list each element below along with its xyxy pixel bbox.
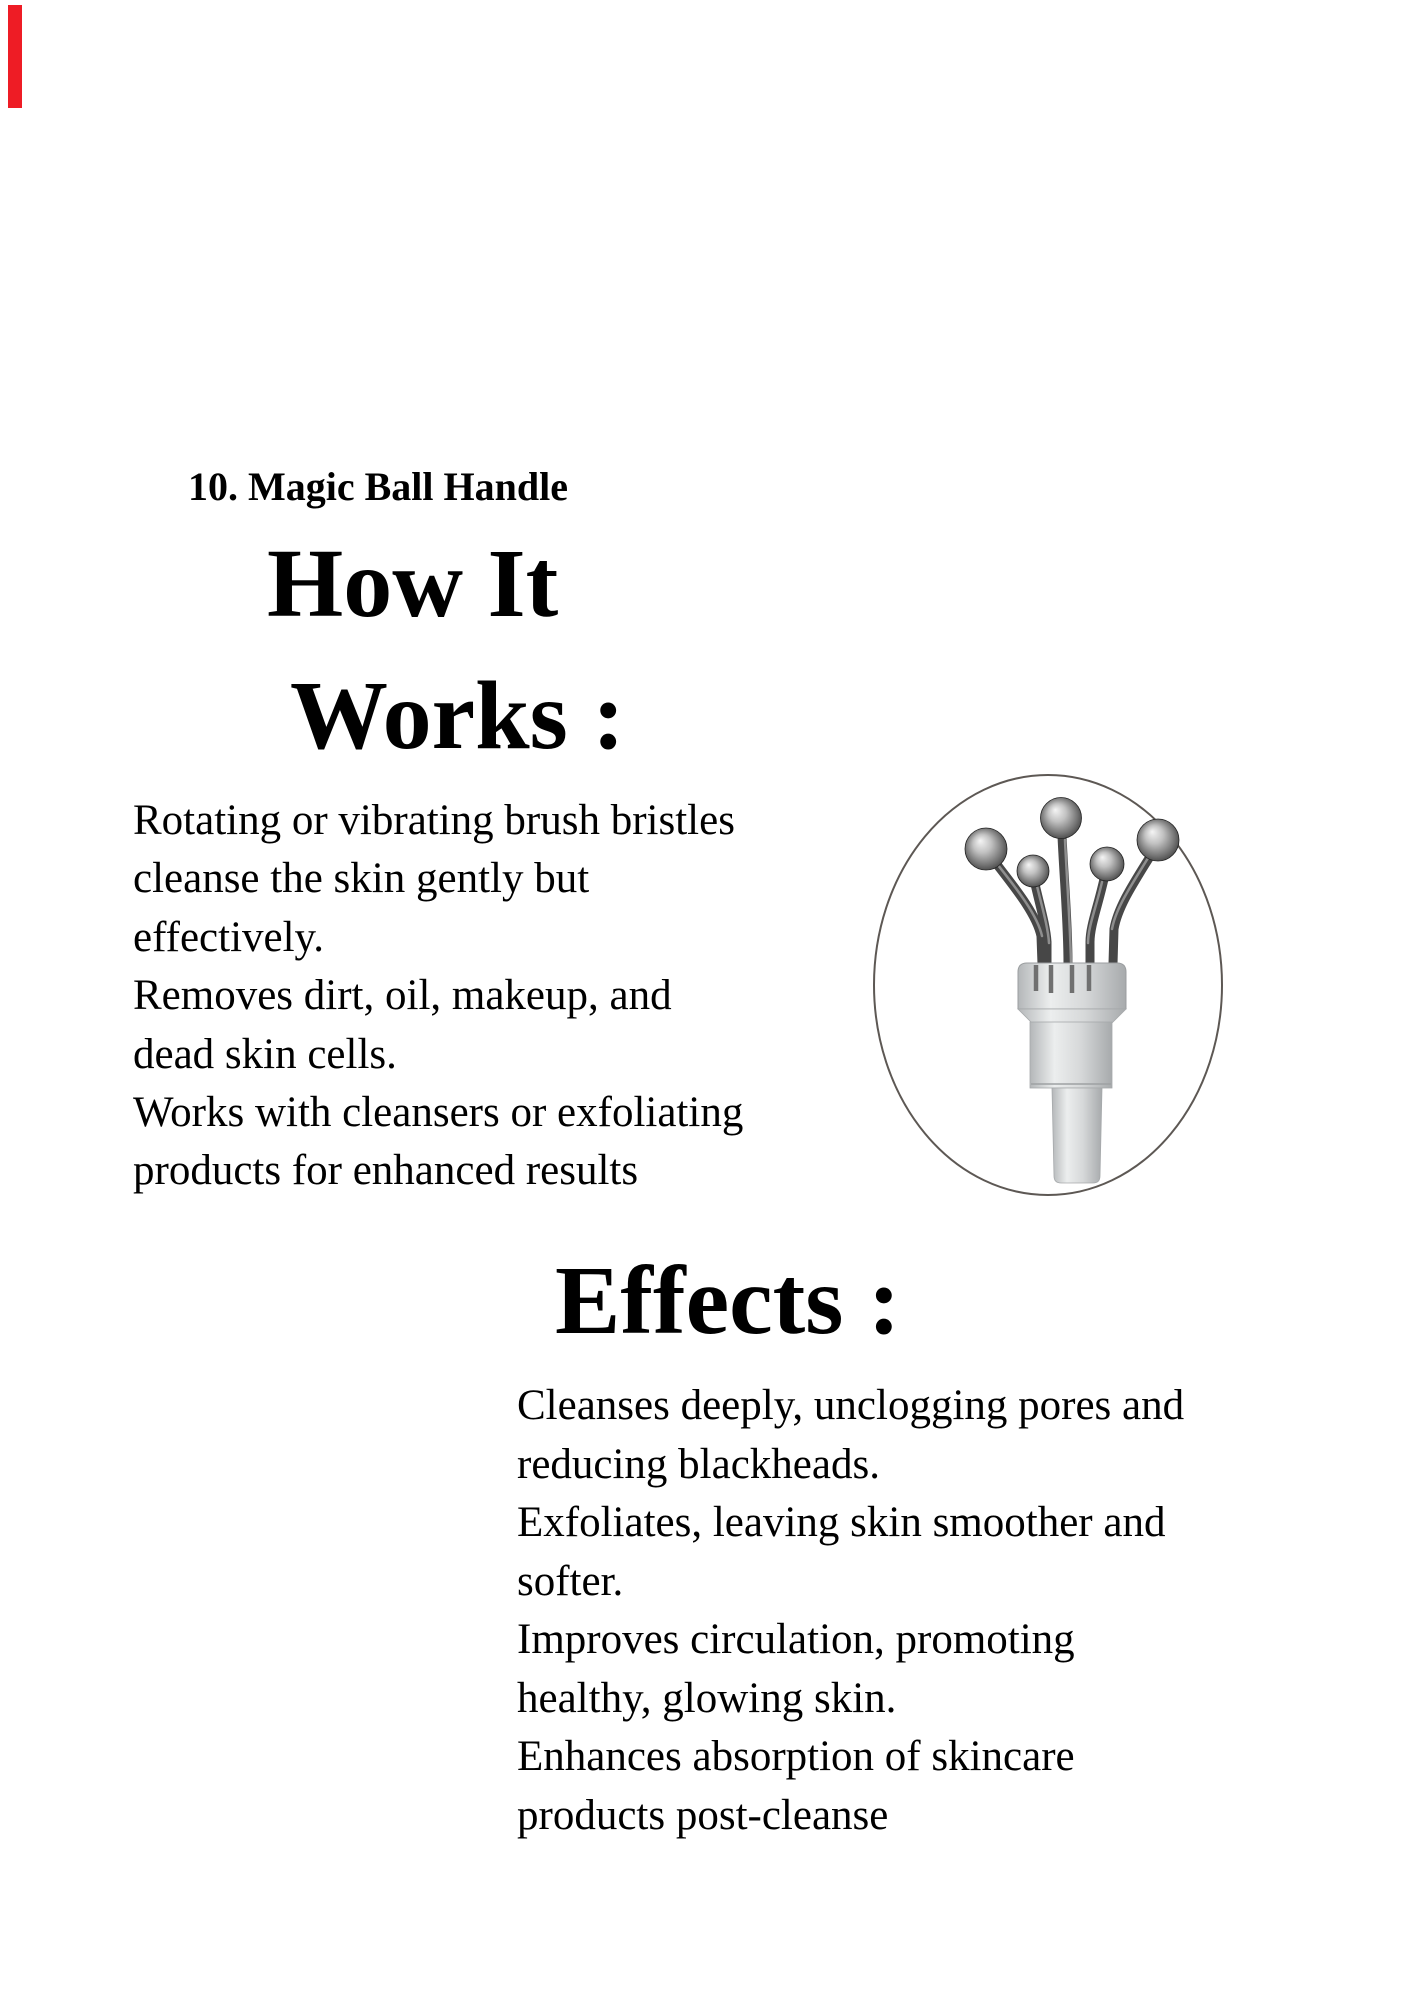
effects-line: reducing blackheads.	[517, 1440, 880, 1488]
handle-stem	[1052, 1088, 1102, 1183]
how-it-works-title-line1: How It	[267, 530, 559, 638]
massage-ball	[1137, 819, 1179, 861]
red-corner-mark	[8, 5, 22, 108]
handle-shoulder	[1018, 1009, 1126, 1023]
effects-line: healthy, glowing skin.	[517, 1674, 897, 1722]
massage-ball	[1017, 855, 1049, 887]
massage-ball	[1041, 798, 1082, 839]
how-line: Rotating or vibrating brush bristles	[133, 797, 735, 844]
effects-line: softer.	[517, 1557, 624, 1605]
how-line: Removes dirt, oil, makeup, and	[133, 972, 672, 1020]
magic-ball-handle-photo	[850, 700, 1270, 1220]
massage-ball	[1090, 847, 1124, 881]
effects-line: Enhances absorption of skincare	[517, 1733, 1075, 1780]
effects-line: Improves circulation, promoting	[517, 1616, 1075, 1663]
how-line: Works with cleansers or exfoliating	[133, 1089, 744, 1137]
how-line: products for enhanced results	[133, 1147, 639, 1195]
massage-ball	[965, 828, 1007, 870]
handle-barrel	[1030, 1022, 1112, 1088]
effects-line: Cleanses deeply, unclogging pores and	[517, 1382, 1185, 1429]
how-it-works-paragraph	[133, 792, 743, 1201]
effects-line: products post-cleanse	[517, 1791, 889, 1839]
section-heading: 10. Magic Ball Handle	[188, 464, 568, 509]
how-line: cleanse the skin gently but	[133, 855, 590, 903]
red-corner-mark-rect	[8, 5, 22, 108]
effects-title: Effects :	[555, 1247, 901, 1355]
how-line: effectively.	[133, 913, 325, 961]
how-it-works-title-line2: Works :	[290, 662, 625, 770]
effects-paragraph	[517, 1377, 1184, 1845]
effects-line: Exfoliates, leaving skin smoother and	[517, 1499, 1166, 1546]
how-line: dead skin cells.	[133, 1030, 397, 1078]
